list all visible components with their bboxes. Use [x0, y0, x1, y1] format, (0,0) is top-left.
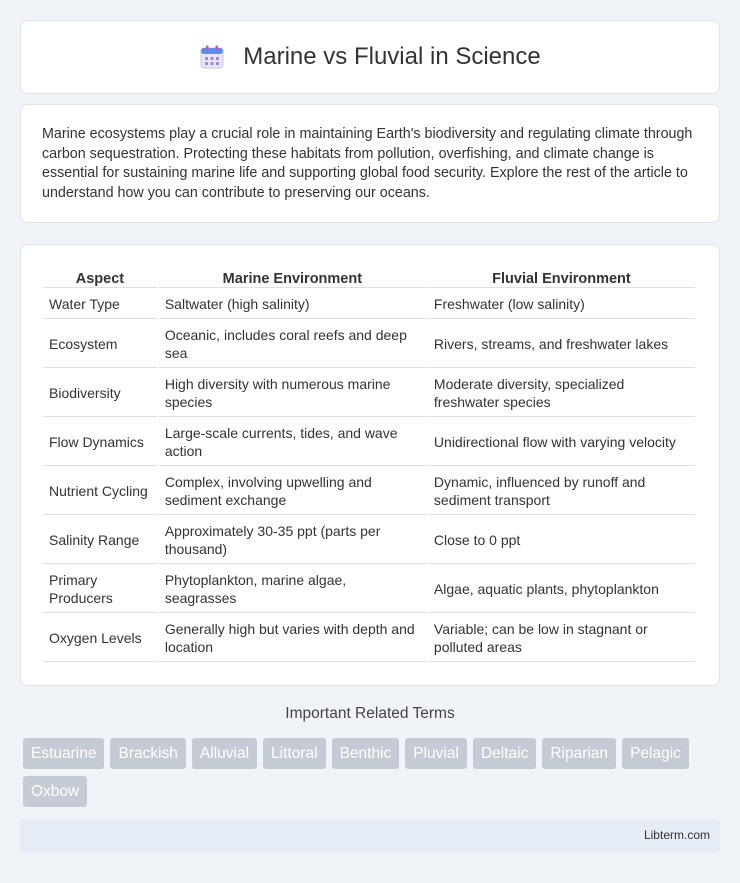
table-cell: Oxygen Levels — [43, 615, 157, 662]
table-cell: High diversity with numerous marine species — [159, 370, 426, 417]
table-cell: Close to 0 ppt — [428, 517, 695, 564]
table-cell: Approximately 30-35 ppt (parts per thousand) — [159, 517, 426, 564]
page-title: Marine vs Fluvial in Science — [243, 43, 541, 70]
table-cell: Nutrient Cycling — [43, 468, 157, 515]
table-row — [43, 615, 695, 662]
table-cell: Variable; can be low in stagnant or polluted areas — [428, 615, 695, 662]
table-cell: Unidirectional flow with varying velocity — [428, 419, 695, 466]
table-row — [43, 370, 695, 417]
table-row — [43, 468, 695, 515]
table-cell: Large-scale currents, tides, and wave action — [159, 419, 426, 466]
intro-paragraph: Marine ecosystems play a crucial role in maintaining Earth's biodiversity and regulating climate through carbon sequestration. Protecting these habitats from pollution, overfishing, and climate change is essential for sustaining marine life and supporting global food security. Explore the rest of the article to understand how you can contribute to preserving our oceans. — [42, 126, 693, 201]
table-cell: Freshwater (low salinity) — [428, 290, 695, 319]
table-cell: Saltwater (high salinity) — [159, 290, 426, 319]
related-term-tag[interactable]: Estuarine — [23, 738, 104, 769]
table-cell: Generally high but varies with depth and location — [159, 615, 426, 662]
table-cell: Primary Producers — [43, 566, 157, 613]
related-terms-title: Important Related Terms — [285, 705, 455, 722]
column-header: Marine Environment — [159, 268, 426, 288]
footer — [20, 819, 720, 853]
intro-card — [20, 104, 720, 223]
table-cell: Oceanic, includes coral reefs and deep sea — [159, 321, 426, 368]
table-cell: Algae, aquatic plants, phytoplankton — [428, 566, 695, 613]
related-term-tag[interactable]: Littoral — [263, 738, 326, 769]
title-wrap — [199, 43, 540, 71]
table-cell: Phytoplankton, marine algae, seagrasses — [159, 566, 426, 613]
table-cell: Complex, involving upwelling and sediment exchange — [159, 468, 426, 515]
table-row — [43, 290, 695, 319]
table-cell: Water Type — [43, 290, 157, 319]
table-cell: Dynamic, influenced by runoff and sediment transport — [428, 468, 695, 515]
table-header-row — [43, 268, 695, 288]
related-term-tag[interactable]: Deltaic — [473, 738, 536, 769]
table-row — [43, 321, 695, 368]
related-term-tag[interactable]: Riparian — [542, 738, 616, 769]
related-terms-list — [23, 738, 723, 807]
table-cell: Rivers, streams, and freshwater lakes — [428, 321, 695, 368]
table-cell: Flow Dynamics — [43, 419, 157, 466]
related-term-tag[interactable]: Pelagic — [622, 738, 689, 769]
related-term-tag[interactable]: Brackish — [110, 738, 185, 769]
table-cell: Biodiversity — [43, 370, 157, 417]
table-row — [43, 517, 695, 564]
table-row — [43, 419, 695, 466]
table-row — [43, 566, 695, 613]
footer-site-link[interactable]: Libterm.com — [643, 828, 710, 842]
calendar-icon — [199, 44, 225, 70]
table-cell: Salinity Range — [43, 517, 157, 564]
table-cell: Moderate diversity, specialized freshwater species — [428, 370, 695, 417]
comparison-card — [20, 244, 720, 686]
related-term-tag[interactable]: Alluvial — [192, 738, 257, 769]
comparison-table — [41, 266, 697, 664]
header-card — [20, 20, 720, 94]
related-term-tag[interactable]: Oxbow — [23, 776, 87, 807]
column-header: Fluvial Environment — [428, 268, 695, 288]
related-term-tag[interactable]: Benthic — [332, 738, 400, 769]
table-cell: Ecosystem — [43, 321, 157, 368]
column-header: Aspect — [43, 268, 157, 288]
related-term-tag[interactable]: Pluvial — [405, 738, 467, 769]
